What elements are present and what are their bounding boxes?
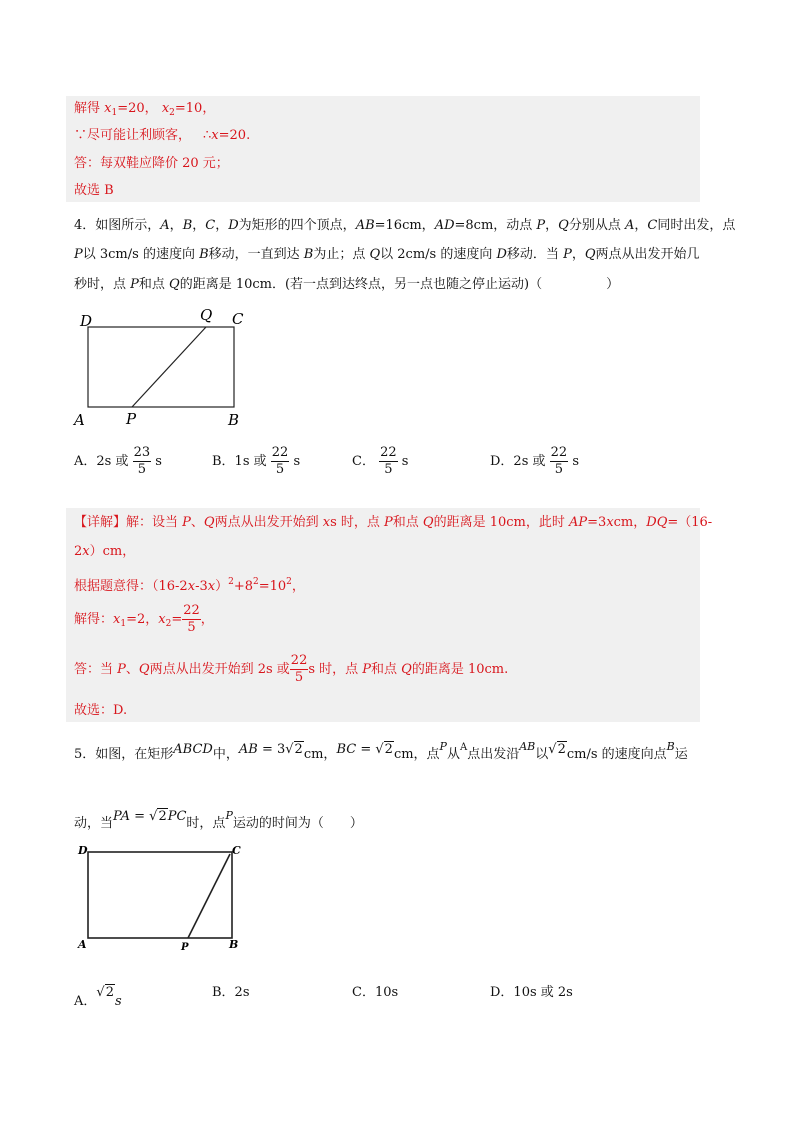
q5-label-C: C xyxy=(232,844,241,857)
q4-option-b[interactable]: B．1s 或 $\frac{22}{5}$ s xyxy=(212,445,301,477)
q4-option-a[interactable]: A．2s 或 $\frac{23}{5}$ s xyxy=(74,445,162,477)
q4-stem-line2: P以 3cm/s 的速度向 B移动，一直到达 B为止；点 Q以 2cm/s 的速度向 D移动．当 P，Q两点从出发开始几 xyxy=(74,247,700,262)
q4-option-d[interactable]: D．2s 或 $\frac{22}{5}$ s xyxy=(490,445,579,477)
q4-solution-line4: 解得：$x_1=2$，$x_2=$ $\frac{22}{5}$ ， xyxy=(74,603,214,635)
q4-rectangle-figure xyxy=(70,302,270,432)
q4-solution-line5: 答：当 P、Q两点从出发开始到 2s 或 $\frac{22}{5}$ s 时，点 P和点 Q的距离是 10cm. xyxy=(74,653,509,685)
q5-label-B: B xyxy=(229,938,239,951)
q4-solution-line2: 2x）cm， xyxy=(74,544,136,559)
q5-option-c[interactable]: C．10s xyxy=(352,985,399,1000)
q5-rectangle-figure xyxy=(72,840,252,955)
q4-stem-line3: 秒时，点 P和点 Q的距离是 10cm．(若一点到达终点，另一点也随之停止运动)（ ） xyxy=(74,277,620,292)
prev-solution-line2: ∵尽可能让利顾客， ∴x=20. xyxy=(74,128,251,143)
q4-option-c[interactable]: C． $\frac{22}{5}$ s xyxy=(352,445,409,477)
prev-solution-line3: 答：每双鞋应降价 20 元； xyxy=(74,156,229,171)
q5-option-b[interactable]: B．2s xyxy=(212,985,250,1000)
prev-solution-line1: 解得 $x_1=20$， $x_2=10$， xyxy=(74,101,216,118)
q4-solution-line6: 故选：D. xyxy=(74,703,128,718)
q4-label-P: P xyxy=(126,410,137,428)
q4-label-D: D xyxy=(80,312,93,330)
q4-solution-line1: 【详解】解：设当 P、Q两点从出发开始到 xs 时，点 P和点 Q的距离是 10cm，此时 AP=3xcm，DQ=（16- xyxy=(74,515,713,530)
q5-label-D: D xyxy=(78,844,88,857)
q4-label-Q: Q xyxy=(200,306,213,324)
q5-option-d[interactable]: D．10s 或 2s xyxy=(490,985,573,1000)
q5-option-a[interactable]: A．√2s xyxy=(74,985,122,1009)
q5-stem-line1: 5．如图，在矩形ABCD中，AB = 3√2cm，BC = √2cm，点$^P$从$^A$点出发沿$^{AB}$以√2cm/s 的速度向点$^B$运 xyxy=(74,740,688,762)
q4-label-A: A xyxy=(74,411,85,429)
q5-label-A: A xyxy=(78,938,87,951)
q4-label-C: C xyxy=(232,310,244,328)
q4-solution-line3: 根据题意得：$(16-2x-3x)^2+8^2=10^2$， xyxy=(74,577,305,594)
q4-label-B: B xyxy=(228,411,240,429)
prev-solution-line4: 故选 B xyxy=(74,183,114,198)
q5-stem-line2: 动，当PA = √2PC时，点$^P$运动的时间为（ ） xyxy=(74,809,363,831)
q4-stem-line1: 4．如图所示，A，B，C，D为矩形的四个顶点，AB=16cm，AD=8cm，动点 P，Q分别从点 A，C同时出发，点 xyxy=(74,218,736,233)
q5-label-P: P xyxy=(181,942,189,953)
